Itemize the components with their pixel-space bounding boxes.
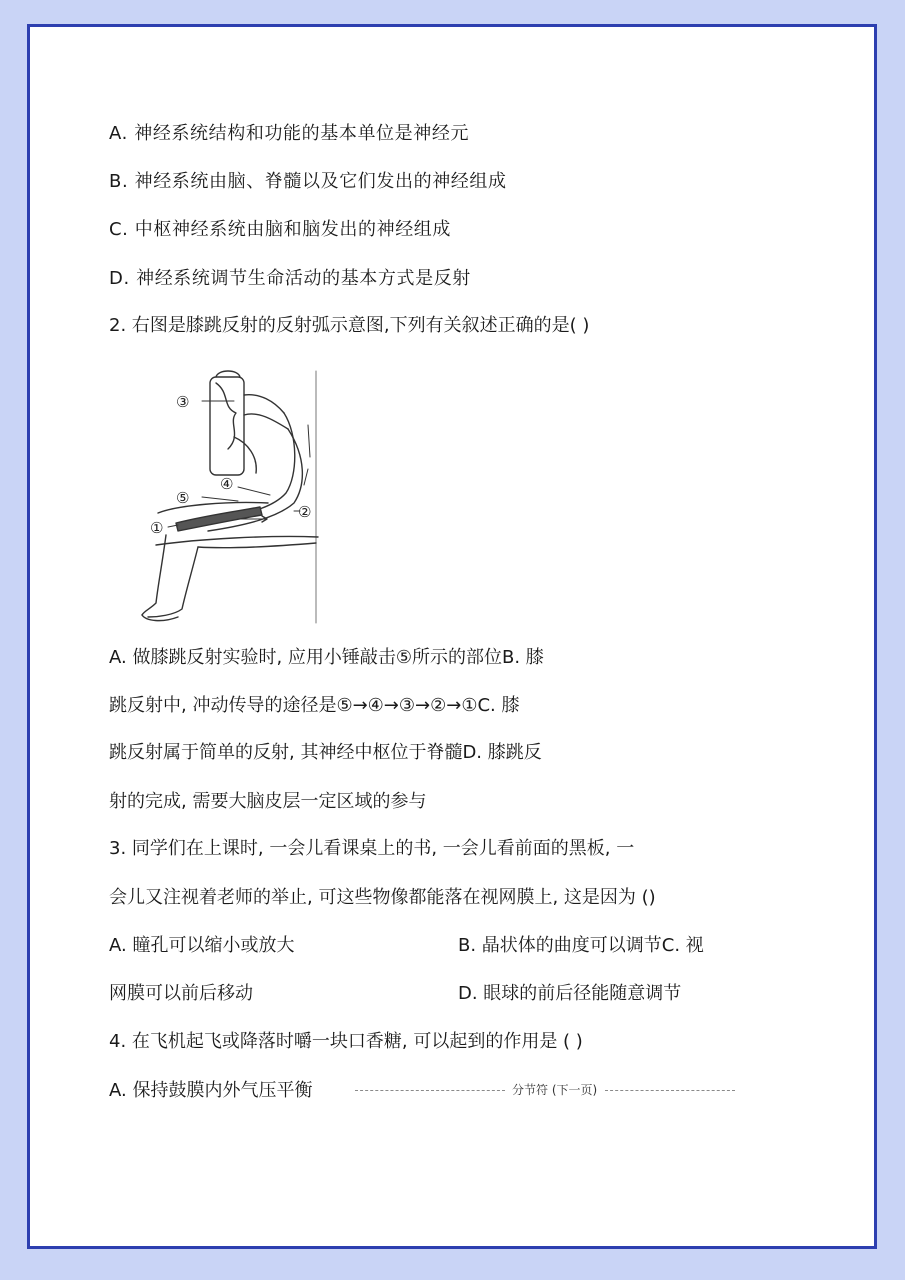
q1-option-a: A. 神经系统结构和功能的基本单位是神经元 [109, 123, 470, 144]
q1-option-d: D. 神经系统调节生命活动的基本方式是反射 [109, 268, 471, 289]
q3-option-c-cont: 网膜可以前后移动 [109, 983, 253, 1004]
q3-option-d: D. 眼球的前后径能随意调节 [458, 983, 682, 1004]
q1-option-c: C. 中枢神经系统由脑和脑发出的神经组成 [109, 219, 452, 240]
q3-option-a: A. 瞳孔可以缩小或放大 [109, 935, 295, 956]
section-break [355, 1079, 735, 1099]
q3-options-row-2 [109, 982, 809, 1006]
figure-label-1: ① [150, 519, 164, 537]
q4-stem: 4. 在飞机起飞或降落时嚼一块口香糖, 可以起到的作用是 ( ) [109, 1031, 583, 1052]
q2-answer-line-2: 跳反射中, 冲动传导的途径是⑤→④→③→②→①C. 膝 [109, 695, 520, 716]
figure-label-4: ④ [220, 475, 234, 493]
knee-jerk-reflex-diagram [138, 365, 328, 627]
q3-stem-line-1: 3. 同学们在上课时, 一会儿看课桌上的书, 一会儿看前面的黑板, 一 [109, 838, 635, 859]
section-break-label: 分节符 (下一页) [512, 1083, 598, 1097]
q2-stem: 2. 右图是膝跳反射的反射弧示意图,下列有关叙述正确的是( ) [109, 315, 590, 336]
q1-option-b: B. 神经系统由脑、脊髓以及它们发出的神经组成 [109, 171, 507, 192]
figure-label-2: ② [298, 503, 312, 521]
q3-options-row-1 [109, 934, 809, 958]
q2-answer-line-1: A. 做膝跳反射实验时, 应用小锤敲击⑤所示的部位B. 膝 [109, 647, 544, 668]
q3-stem-line-2: 会儿又注视着老师的举止, 可这些物像都能落在视网膜上, 这是因为 () [109, 887, 656, 908]
q3-option-b: B. 晶状体的曲度可以调节C. 视 [458, 935, 704, 956]
q2-answer-line-3: 跳反射属于简单的反射, 其神经中枢位于脊髓D. 膝跳反 [109, 742, 542, 763]
figure-label-5: ⑤ [176, 489, 190, 507]
page-frame [27, 24, 877, 1249]
q4-option-a: A. 保持鼓膜内外气压平衡 [109, 1080, 313, 1101]
q2-answer-line-4: 射的完成, 需要大脑皮层一定区域的参与 [109, 791, 427, 812]
figure-label-3: ③ [176, 393, 190, 411]
